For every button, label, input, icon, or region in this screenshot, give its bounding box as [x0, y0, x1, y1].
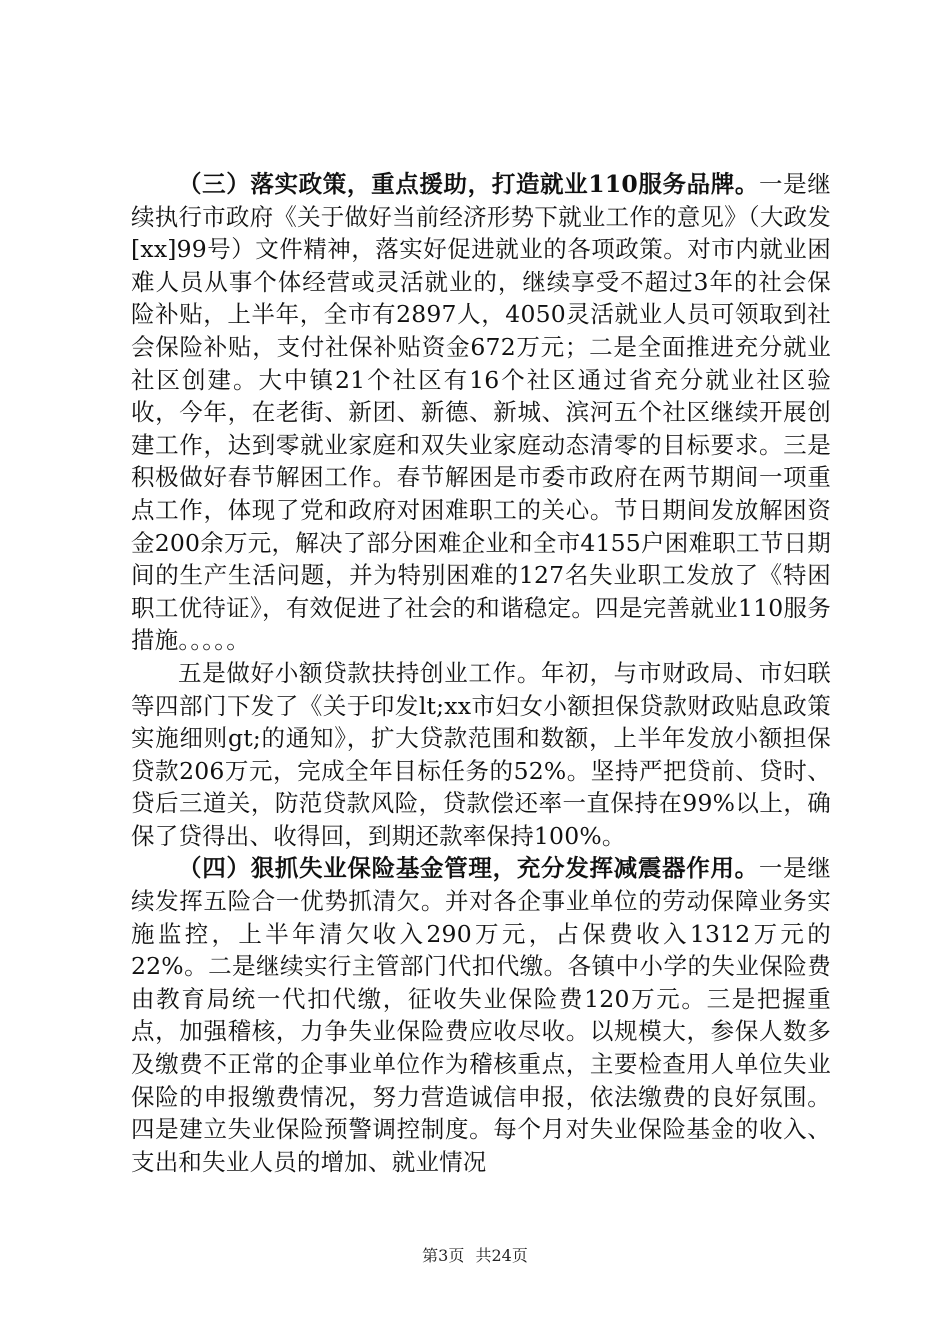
section-3-body: 一是继续执行市政府《关于做好当前经济形势下就业工作的意见》（大政发[xx]99号）文件精神，落实好促进就业的各项政策。对市内就业困难人员从事个体经营或灵活就业的，继续享受不超过3年的社会保险补贴，上半年，全市有2897人，4050灵活就业人员可领取到社会保险补贴，支付社保补贴资金672万元；二是全面推进充分就业社区创建。大中镇21个社区有16个社区通过省充分就业社区验收，今年，在老街、新团、新德、新城、滨河五个社区继续开展创建工作，达到零就业家庭和双失业家庭动态清零的目标要求。三是积极做好春节解困工作。春节解困是市委市政府在两节期间一项重点工作，体现了党和政府对困难职工的关心。节日期间发放解困资金200余万元，解决了部分困难企业和全市4155户困难职工节日期间的生产生活问题，并为特别困难的127名失业职工发放了《特困职工优待证》，有效促进了社会的和谐稳定。四是完善就业110服务措施。。。。。: [131, 170, 831, 655]
page-total: 共24页: [475, 1246, 528, 1265]
page-number: 第3页: [422, 1246, 465, 1265]
document-body: [131, 168, 831, 1178]
paragraph-section-3: [131, 168, 831, 657]
paragraph-microloan: 五是做好小额贷款扶持创业工作。年初，与市财政局、市妇联等四部门下发了《关于印发lt;xx市妇女小额担保贷款财政贴息政策实施细则gt;的通知》，扩大贷款范围和数额，上半年发放小额担保贷款206万元，完成全年目标任务的52%。坚持严把贷前、贷时、贷后三道关，防范贷款风险，贷款偿还率一直保持在99%以上，确保了贷得出、收得回，到期还款率保持100%。: [131, 658, 831, 850]
section-3-heading: （三）落实政策，重点援助，打造就业110服务品牌。: [178, 170, 760, 198]
section-4-body: 一是继续发挥五险合一优势抓清欠。并对各企事业单位的劳动保障业务实施监控，上半年清欠收入290万元，占保费收入1312万元的22%。二是继续实行主管部门代扣代缴。各镇中小学的失业保险费由教育局统一代扣代缴，征收失业保险费120万元。三是把握重点，加强稽核，力争失业保险费应收尽收。以规模大，参保人数多及缴费不正常的企事业单位作为稽核重点，主要检查用人单位失业保险的申报缴费情况，努力营造诚信申报，依法缴费的良好氛围。四是建立失业保险预警调控制度。每个月对失业保险基金的收入、支出和失业人员的增加、就业情况: [131, 854, 831, 1176]
page-footer: [0, 1243, 950, 1266]
paragraph-section-4: [131, 852, 831, 1178]
section-4-heading: （四）狠抓失业保险基金管理，充分发挥减震器作用。: [178, 854, 759, 883]
